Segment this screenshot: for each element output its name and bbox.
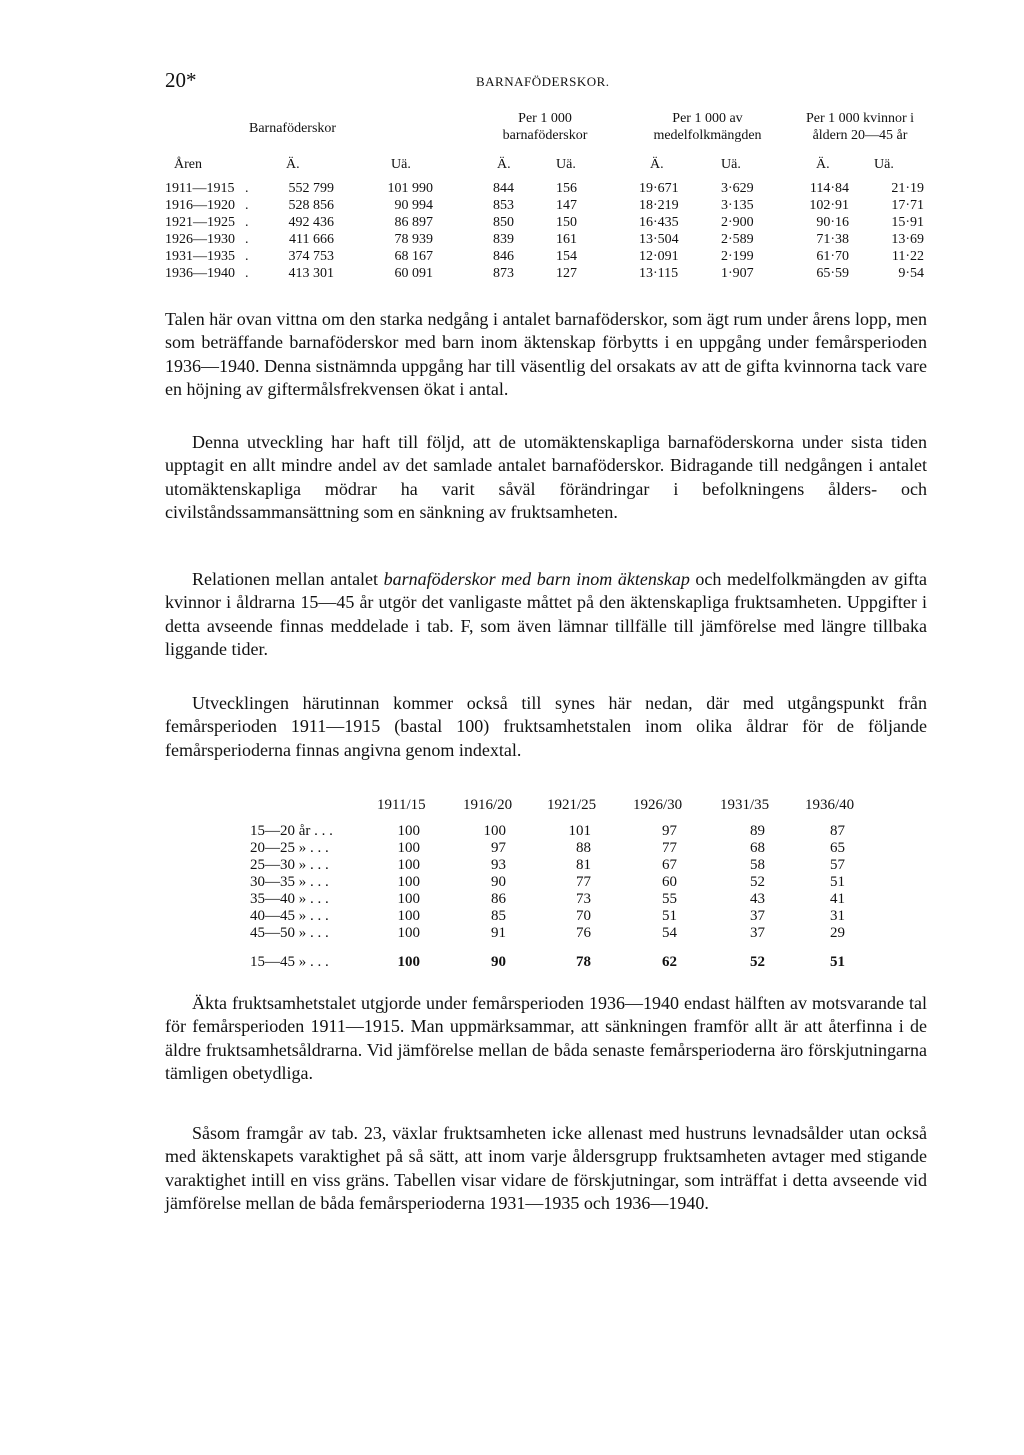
leader-dot: . <box>245 181 249 196</box>
cell-value: 101 <box>568 823 591 839</box>
table-row <box>165 214 925 231</box>
cell-value: 85 <box>491 908 506 924</box>
cell-value: 1·907 <box>721 266 754 281</box>
header-per1000-medel-l2: medelfolkmängden <box>653 128 762 143</box>
cell-value: 161 <box>556 232 577 247</box>
cell-value: 154 <box>556 249 577 264</box>
cell-value: 147 <box>556 198 577 213</box>
cell-value: 413 301 <box>288 266 334 281</box>
cell-value: 528 856 <box>288 198 334 213</box>
table-row <box>165 857 925 874</box>
cell-value: 90·16 <box>816 215 849 230</box>
subheader-ua: Uä. <box>874 157 894 172</box>
cell-value: 17·71 <box>891 198 924 213</box>
subheader-a: Ä. <box>650 157 664 172</box>
cell-value: 13·115 <box>639 266 679 281</box>
column-header: 1926/30 <box>633 797 683 813</box>
cell-value: 19·671 <box>639 181 679 196</box>
paragraph-5: Äkta fruktsamhetstalet utgjorde under femårsperioden 1936—1940 endast hälften av motsvarande tal för femårsperioden 1911—1915. Man uppmärksammar, att sänkningen framför allt är att återfinna i de äldre fruktsamhetsåldrarna. Vid jämförelse mellan de båda senaste femårsperioderna äro förskjutningarna tämligen obetydliga. <box>165 993 927 1084</box>
cell-value: 11·22 <box>891 249 924 264</box>
cell-value: 127 <box>556 266 577 281</box>
cell-value: 43 <box>750 891 765 907</box>
subheader-a: Ä. <box>816 157 830 172</box>
table-row <box>165 180 925 197</box>
row-label: 40—45 » . . . <box>250 908 329 924</box>
cell-value: 58 <box>750 857 765 873</box>
leader-dot: . <box>245 215 249 230</box>
cell-period: 1916—1920 <box>165 198 235 213</box>
cell-value: 89 <box>750 823 765 839</box>
cell-value: 68 <box>750 840 765 856</box>
paragraph-3-text-b: och medelfolkmängden av gifta kvinnor i åldrarna 15—45 år utgör det vanligaste måttet på den äktenskapliga fruktsamheten. Uppgifter i detta avseende finnas meddelade i tab. F, som även lämnar tillfälle till jämförelse med längre tillbaka liggande tider. <box>165 569 928 660</box>
cell-value: 77 <box>576 874 591 890</box>
cell-value: 87 <box>830 823 845 839</box>
table-row <box>165 197 925 214</box>
leader-dot: . <box>245 266 249 281</box>
paragraph-6: Såsom framgår av tab. 23, växlar fruktsamheten icke allenast med hustruns levnadsålder utan också med äktenskapets varaktighet på så sätt, att inom varje åldersgrupp fruktsamheten avtager med stigande varaktighet intill en viss gräns. Tabellen visar vidare de förskjutningar, som inträffat i detta avseende vid jämförelse mellan de båda femårsperioderna 1931—1935 och 1936—1940. <box>165 1123 927 1214</box>
cell-value: 100 <box>397 874 420 890</box>
subheader-a: Ä. <box>497 157 511 172</box>
cell-period: 1926—1930 <box>165 232 235 247</box>
header-barnaforderskor: Barnaföderskor <box>249 121 337 136</box>
header-per1000-barn-l2: barnaföderskor <box>502 128 588 143</box>
cell-value: 71·38 <box>816 232 849 247</box>
cell-value: 21·19 <box>891 181 924 196</box>
running-title: BARNAFÖDERSKOR. <box>476 74 610 89</box>
header-per1000-kv-l2: åldern 20—45 år <box>812 128 908 143</box>
paragraph-3 <box>165 568 927 662</box>
table-row <box>165 908 925 925</box>
cell-value: 3·135 <box>721 198 754 213</box>
cell-value: 51 <box>662 908 677 924</box>
cell-value: 86 897 <box>394 215 433 230</box>
cell-value: 88 <box>576 840 591 856</box>
cell-value: 93 <box>491 857 506 873</box>
row-label: 30—35 » . . . <box>250 874 329 890</box>
cell-value: 54 <box>662 925 677 941</box>
cell-value: 492 436 <box>288 215 334 230</box>
cell-value: 76 <box>576 925 591 941</box>
cell-value: 81 <box>576 857 591 873</box>
cell-value: 100 <box>397 823 420 839</box>
cell-value: 68 167 <box>394 249 433 264</box>
cell-value: 873 <box>493 266 514 281</box>
table-row <box>165 231 925 248</box>
cell-value: 52 <box>750 874 765 890</box>
cell-value: 13·69 <box>891 232 924 247</box>
cell-value: 78 939 <box>394 232 433 247</box>
cell-period: 1936—1940 <box>165 266 235 281</box>
column-header: 1916/20 <box>463 797 513 813</box>
subheader-ua: Uä. <box>556 157 576 172</box>
cell-period: 1921—1925 <box>165 215 235 230</box>
cell-value: 156 <box>556 181 577 196</box>
cell-value: 2·589 <box>721 232 754 247</box>
cell-value: 150 <box>556 215 577 230</box>
row-label: 45—50 » . . . <box>250 925 329 941</box>
cell-value: 91 <box>491 925 506 941</box>
cell-value: 61·70 <box>816 249 849 264</box>
row-label: 25—30 » . . . <box>250 857 329 873</box>
paragraph-3-text-a: Relationen mellan antalet <box>192 569 384 589</box>
cell-value: 51 <box>830 954 845 970</box>
row-label: 15—45 » . . . <box>250 954 329 970</box>
cell-value: 15·91 <box>891 215 924 230</box>
cell-value: 102·91 <box>809 198 849 213</box>
header-per1000-kv-l1: Per 1 000 kvinnor i <box>805 111 915 126</box>
row-label: 15—20 år . . . <box>250 823 333 839</box>
subheader-aren: Åren <box>174 157 202 172</box>
table-header-row <box>165 797 925 814</box>
cell-value: 97 <box>491 840 506 856</box>
cell-value: 2·900 <box>721 215 754 230</box>
cell-value: 90 994 <box>394 198 433 213</box>
cell-value: 70 <box>576 908 591 924</box>
cell-value: 90 <box>491 874 506 890</box>
cell-value: 839 <box>493 232 514 247</box>
cell-value: 100 <box>397 908 420 924</box>
cell-value: 78 <box>576 954 591 970</box>
subheader-a: Ä. <box>286 157 300 172</box>
cell-value: 52 <box>750 954 765 970</box>
cell-period: 1931—1935 <box>165 249 235 264</box>
cell-value: 51 <box>830 874 845 890</box>
cell-value: 844 <box>493 181 514 196</box>
cell-value: 100 <box>397 891 420 907</box>
cell-value: 97 <box>662 823 677 839</box>
page-number: 20* <box>165 68 197 92</box>
table-row <box>165 248 925 265</box>
cell-value: 16·435 <box>639 215 679 230</box>
cell-value: 29 <box>830 925 845 941</box>
cell-value: 73 <box>576 891 591 907</box>
cell-value: 65·59 <box>816 266 849 281</box>
cell-value: 90 <box>491 954 506 970</box>
row-label: 20—25 » . . . <box>250 840 329 856</box>
cell-value: 86 <box>491 891 506 907</box>
cell-value: 100 <box>397 840 420 856</box>
column-header: 1911/15 <box>377 797 426 813</box>
table-row <box>165 925 925 942</box>
table-row <box>165 823 925 840</box>
cell-value: 374 753 <box>288 249 334 264</box>
cell-value: 62 <box>662 954 677 970</box>
cell-value: 552 799 <box>288 181 334 196</box>
paragraph-3-emphasis: barnaföderskor med barn inom äktenskap <box>383 569 690 589</box>
cell-value: 2·199 <box>721 249 754 264</box>
cell-value: 18·219 <box>639 198 679 213</box>
header-per1000-medel-l1: Per 1 000 av <box>672 111 743 126</box>
cell-value: 65 <box>830 840 845 856</box>
cell-value: 9·54 <box>898 266 924 281</box>
table-row <box>165 891 925 908</box>
cell-value: 60 091 <box>394 266 433 281</box>
cell-value: 77 <box>662 840 677 856</box>
table-row <box>165 840 925 857</box>
cell-value: 37 <box>750 908 765 924</box>
cell-period: 1911—1915 <box>165 181 235 196</box>
subheader-ua: Uä. <box>391 157 411 172</box>
cell-value: 100 <box>397 925 420 941</box>
cell-value: 114·84 <box>809 181 849 196</box>
cell-value: 100 <box>397 954 420 970</box>
row-label: 35—40 » . . . <box>250 891 329 907</box>
leader-dot: . <box>245 198 249 213</box>
cell-value: 12·091 <box>639 249 679 264</box>
table-row <box>165 265 925 282</box>
cell-value: 100 <box>483 823 506 839</box>
leader-dot: . <box>245 249 249 264</box>
column-header: 1931/35 <box>720 797 770 813</box>
cell-value: 31 <box>830 908 845 924</box>
paragraph-4: Utvecklingen härutinnan kommer också till synes här nedan, där med utgångspunkt från femårsperioden 1911—1915 (bastal 100) fruktsamhetstalen inom olika åldrar för de följande femårsperioderna finnas angivna genom indextal. <box>165 693 927 760</box>
paragraph-2: Denna utveckling har haft till följd, att de utomäktenskapliga barnaföderskorna under sista tiden upptagit en allt mindre andel av det samlade antalet barnaföderskor. Bidragande till nedgången i antalet utomäktenskapliga mödrar ha varit såväl förändringar i befolkningens ålders- och civilståndssammansättning som en sänkning av fruktsamheten. <box>165 432 927 523</box>
header-per1000-barn-l1: Per 1 000 <box>518 111 572 126</box>
subheader-ua: Uä. <box>721 157 741 172</box>
cell-value: 13·504 <box>639 232 679 247</box>
cell-value: 41 <box>830 891 845 907</box>
column-header: 1921/25 <box>547 797 597 813</box>
cell-value: 846 <box>493 249 514 264</box>
cell-value: 3·629 <box>721 181 754 196</box>
cell-value: 850 <box>493 215 514 230</box>
cell-value: 60 <box>662 874 677 890</box>
cell-value: 57 <box>830 857 845 873</box>
cell-value: 853 <box>493 198 514 213</box>
cell-value: 67 <box>662 857 677 873</box>
paragraph-1: Talen här ovan vittna om den starka nedgång i antalet barnaföderskor, som ägt rum under årens lopp, men som beträffande barnaföderskor med barn inom äktenskap förbytts i en uppgång under femårsperioden 1936—1940. Denna sistnämnda uppgång har till väsentlig del orsakats av att de gifta kvinnorna tack vare en höjning av giftermålsfrekvensen ökat i antal. <box>165 309 927 400</box>
table-total-row <box>165 954 925 971</box>
column-header: 1936/40 <box>805 797 855 813</box>
cell-value: 55 <box>662 891 677 907</box>
cell-value: 100 <box>397 857 420 873</box>
table-row <box>165 874 925 891</box>
cell-value: 411 666 <box>289 232 334 247</box>
leader-dot: . <box>245 232 249 247</box>
cell-value: 101 990 <box>387 181 433 196</box>
cell-value: 37 <box>750 925 765 941</box>
